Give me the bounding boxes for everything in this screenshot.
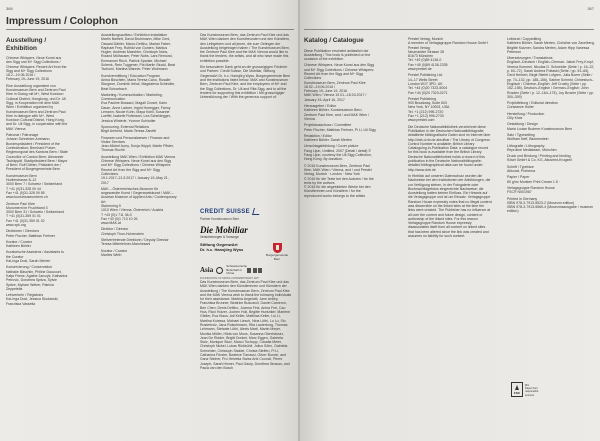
text-block: Direktor / Director Christoph Thun-Hohenstein xyxy=(101,227,144,236)
text-block: Gestaltung / Design Maria Louise Buderer Kunstmuseum Bern xyxy=(507,122,573,131)
text-block: Das Kunstmuseum Bern, das Zentrum Paul Klee und das MAK Wien danken den Kunstfreunden und den Künstlern, den Leihgebern und all jenen, die zum Gelingen der Ausstellung beigetragen haben / The Kunstmuseum Bern, the Zentrum Paul Klee and the MAK Vienna would like to thank the lenders, the artists, and all who have made this exhibition possible. xyxy=(200,33,290,63)
text-block: Ausstellung MAK Wien / Exhibition MAK Vienna Chinese Whispers. Neue Kunst aus den Sigg und M+ Sigg Collections / Chinese Whispers: Recent Art from the Sigg and M+ Sigg Collections 19.1.2017–21.5.2017 / January 19–May 21, 2017 xyxy=(101,154,176,185)
publisher-column xyxy=(408,37,492,240)
asia-society-logo: Asia xyxy=(200,266,214,275)
embassy-logo-text: Schweizerische Botschaft in China xyxy=(226,264,248,275)
foundation-logo-icon xyxy=(247,268,262,273)
text-block: Stellvertretende Direktorin / Deputy Director Teresa Mitterlehner-Marchesani xyxy=(101,238,169,247)
text-block: Printed in Germany ISBN 978-3-7913-5523-2 (Museum edition) ISBN 978-3-7913-5565-4 (Museumsausgabe / museum edition) xyxy=(507,196,594,214)
sponsor-logos xyxy=(200,206,292,280)
exhibition-column xyxy=(6,37,68,308)
text-block: Kurator / Curator Kathleen Bühler xyxy=(6,239,33,249)
right-page xyxy=(300,0,600,441)
sail-icon xyxy=(252,208,261,215)
text-block: Patronat / Patronage Johann Schneider-Ammann, Bundespräsident / President of the Confederation; Bernhard Pulver, Regierungsrat des Kantons Bern / State Councillor of Canton Bern; Alexander Tschäppät, Stadtpräsident Bern / Mayor of Bern; Rolf Dähler, Präsident der / President of Burgergemeinde Bern xyxy=(6,133,68,172)
text-block: Ausstellungsaufbau / Exhibition installation Martin Bartlett, David Bruhlmann, Mike Cent, Oswald Dähler, Marco Delfino, Marian Faber, Raphael Frey, Ruthild von Gunten, Markus Hugler, Andreas Maechler, Christoph Nobs, Roland Mülhauser, Peter Nobs, Lars Remund, Emmanuel Rüch, Patrick Spanke, Michael Schenk, Reto Tuggener, Pia Martin Stucki, Beat Tschumi, Martina Wanner, Peter Wobmann xyxy=(101,33,175,72)
text-block: Zentrum Paul Klee Monument im Fruchtland 3 3000 Bern 31 / Schweiz / Switzerland T +41 (0)31-359 01 01 Fax +41 (0)31-359 01 02 www.zpk.org xyxy=(6,201,64,227)
text-block: Schrift / Typeface Akkurat, Proforma xyxy=(507,164,536,174)
text-block: Kuratorische Assistenz / Assistants to the Curator Kai-Inga Dost, Sarah Merten xyxy=(6,250,64,264)
text-block: Leihverkehr / Registrars Kai-Inga Dost, Jessica Skolowski, Franziska Vassella xyxy=(6,293,59,306)
text-block: Kunstvermittlung / Education Program Anina Büschlen, Maria Teresa Cano, Rosalie Sturgeon, Dominik Imhof, Magdalena Schindler, Beat Schuebach xyxy=(101,73,176,91)
crest-icon xyxy=(273,243,282,253)
text-block: Prestel Verlag, Munich A member of Verlagsgruppe Random House GmbH Prestel Verlag Neumarkter Strasse 28 81673 München Tel. +49 (0)89 4136-0 Fax +49 (0)89 4136-2335 www.prestel.de xyxy=(408,37,488,72)
text-block: Diese Publikation erscheint anlässlich der Ausstellung / This book is published on the occasion of the exhibition xyxy=(304,48,371,62)
page-number-left: 366 xyxy=(6,6,13,11)
fsc-certification xyxy=(511,382,537,422)
embassy-seal-icon xyxy=(216,267,223,274)
fsc-logo: FSC xyxy=(511,382,523,397)
mobiliar-caption: Versicherungen & Vorsorge xyxy=(200,235,239,239)
text-block: MAK – Österreichisches Museum für angewandte Kunst / Gegenwartskunst / MAK – Austrian Museum of Applied Arts / Contemporary Art Stubenring 5 1010 Wien / Vienna, Österreich / Austria T +43 (0)1 711 36-0 Fax +43 (0)1 713 10 26 www.MAK.at xyxy=(101,186,177,226)
text-block: Herstellung / Production Cilly Klotz xyxy=(507,111,545,121)
tree-icon xyxy=(515,385,520,391)
text-block: In Hinblick auf unseren Datenschutz wurden die Nachweise bei den Institutionen der Abbildungen, die zur Verfügung stehen, in der Fotogalerie oder Buchnachfolgefotos eingereichte Nachweise; die Ausstellung hatten keinen Einfluss. Ein Hinweis auf die Verlagsgruppe und ist um Einsatz. Verlagsgruppe Random House expressly notes that no illegal content was discernible on the linked sites at the time the links were created. The Publisher has no influence at all over the current and future design, content or authorship of the linked sites. For this reason Verlagsgruppe Random House expressly disassociates itself from all content on linked sites that has been altered since the link was created and assumes no liability for such content. xyxy=(408,173,492,239)
text-block: Marketing / Kommunikation / Marketing, Communication Eva Pauline Bossard, Magali Croset, Karin Daum, Anne Ladner, Ingrid Honegger, Fanny Lemann, Nicole Kuhn, Maya Kohli, Susanne Loeffel, Isabelle Rottmann, Lea Scheidegger, Jessica Winterle, Yvonne Schindler xyxy=(101,92,171,123)
text-block: Chinese Whispers. Neue Kunst aus den Sigg und M+ Sigg Collections / Chinese Whispers: Recent Art from the Sigg and M+ Sigg Collections Kunstmuseum Bern, Zentrum Paul Klee 18.02.–19.06.2016 / February 19–June 19, 2016 MAK Wien / Vienna 19.01.–16.04.2017 / January 19–April 16, 2017 xyxy=(304,63,375,102)
thanks-column xyxy=(200,280,292,372)
text-block: Satz / Typesetting Wolfram Neff, Blumenstein xyxy=(507,132,549,142)
text-block: Übersetzungen / Translations Englisch–Deutsch / English–German: Jakob Frey-Kropf, Verena Kummel, Nicolas G. Schneider (Seite / p. 16–22, p. 60–72), Sarah Andrea Pottaski (Seite / pp. 53–65), Gerd Herbert, Birgit Stiefel Lofgren, Julia Boeer (Seite / pp. 74–132, pp. 188–156), Sabine Schmid, Chinesisch–Englisch / Chinese–English: Jeff Crosby (Seite / pp. 152–155), Deutsch–English / German–English: John Rosden (Seite / p. 12–164–175), Joy Brosier (Seite / pp. 300–309) xyxy=(507,56,595,99)
text-block: Die Deutsche Nationalbibliothek verzeichnet diese Publikation in der Deutschen Nationalbibliografie; detaillierte bibliografische Daten sind im Internet über http://dnb.d-nb.de abrufbar / The Library of Congress Control Number is available; British Library Cataloguing-in-Publication Data: a catalogue record for this book is available from the British Library. Deutsche Nationalbibliothek holds a record of this publication in the Deutsche Nationalbibliografie; detailed bibliographical data can be found under: http://www.dnb.de xyxy=(408,124,491,172)
fsc-label: Mix Paper from responsible sources xyxy=(525,384,539,397)
text-block: Direktoren / Directors Peter Fischer, Matthias Frehner xyxy=(6,229,56,238)
exhibition-staff-column xyxy=(101,33,177,259)
partner-logo-strip xyxy=(200,265,292,275)
page-heading: Impressum / Colophon xyxy=(6,15,118,27)
text-block: Umschlagabbildung / Cover picture Fang Lijun, Untitled, 2007 (Detail / detail) © Fang Lijun, courtesy the Uli Sigg Collection, Hong Kong. By donation. xyxy=(304,144,372,162)
text-block: Finanzen und Personalwesen / Finance and Visitor Services Jean-Michel Aurry, Sonja Hüppli, Martin Pfister, Thomas Ruchti xyxy=(101,135,174,153)
credit-suisse-logo: CREDIT SUISSE xyxy=(200,206,292,217)
catalogue-column xyxy=(304,37,376,200)
mobiliar-logo: Die Mobiliar xyxy=(200,225,248,235)
text-block: Ein besonderer Dank geht an die grosszügigen Förderer und Partner: Credit Suisse, Die Mobiliar, Stiftung GegenwArt Dr. h.c. Hansjörg Wyss, Burgergemeinde Bern and the institutions listed below. MAK and Kunstmuseum Bern, Zentrum Paul Klee, and the employees of M+ and the Sigg Collections, Dr. Uli and Rita Sigg, and to all the lenders for supporting this exhibition / Mit grosszügiger Unterstützung der / With the generous support of: xyxy=(200,65,291,100)
text-block: Prestel Publishing 900 Broadway, Suite 603 New York, NY 10003, USA Tel. +1 (212) 995-2720 Fax +1 (212) 995-2733 www.prestel.com xyxy=(408,96,450,123)
credits-column xyxy=(507,37,595,216)
text-block: Projektleitung / Editorial direction Constanze Holler xyxy=(507,101,558,110)
text-block: Konservierung / Conservation Nathalie Bäschlin, Philine Daucourt, Katja Friese, Agathe Jarczyk, Katharina Petrovic, Dorothea Spitza, Sylvie Spitze, Myriam Weber, Patricia Zeppetella xyxy=(6,265,68,291)
page-number-right: 367 xyxy=(587,6,594,11)
text-block: Chinese Whispers. Neue Kunst aus den Sigg und M+ Sigg Collections / Chinese Whispers: Recent Art from the Sigg and M+ Sigg Collections 18.2.–19.06.2016 / February 19–June 19, 2016 xyxy=(6,56,67,82)
heading-rule-right xyxy=(304,29,594,30)
text-block: Eine Ausstellung organisiert von Kunstmuseum Bern und Zentrum Paul Klee in Dialog mit M+, West Kowloon Cultural District, Hongkong, und Dr. Uli Sigg, in Kooperation mit dem MAK Wien / Exhibition organized by Kunstmuseum Bern and Zentrum Paul Klee in dialogue with M+, West Kowloon Cultural District, Hong Kong, and Dr. Uli Sigg, in cooperation with the MAK Vienna xyxy=(6,83,68,131)
text-block: Papier / Paper 80 g/m² Munken Print Cream 1.5 · xyxy=(507,175,560,184)
burgergemeinde-logo: Burgergemeinde Bern xyxy=(262,243,292,261)
text-block: Das Kunstmuseum Bern, das Zentrum Paul Klee und das MAK Wien danken den Künstlerinnen und Künstlern der Ausstellung / The Kunstmuseum Bern, Zentrum Paul Klee and the MAK Vienna wish to thank the following individuals for their assistance: Martina Angelotti, Jane Ardley, Franziska Brunner, Beatrice Buscaroli, Daniel Cameron, Ben Chen, Denis Delfino, Joanna Fink, Anina Frei, Cao Hoa, Ricci Holzer, Jochen Holl, Brigitte Huntziker, Marlene Gfeller, Eva Klaus, Adi Keller, Matthias Keller, Liu Li, Martina Kulessa, Michael Liesch, Nina Lüthi, Lu Lu, Siu Rusterholz, Jana Rutschmann, Rita Lauterburg, Thomas Lehmann, Stefanie Lüthi, Alexis Marti, Martin Meyer, Monika Möller, Hilda von Moos, Susanna Oberhäuser, Jean De Ridder, Brigitt Donkel, Marc Eggen, Gabriela Stolz, Monique Stulz, Marco Tschopp, Claudia Meier, Christoph Nickel, Lukas Rüdisühli, Julius Söhn, Gabriela Schneider, Christoph Stalder, Christa Steffen, Pi Li, Catharina Förster, Beatrice Tomassi, Oliver Bonvin, and Ganz Steiner, Pro Helvetia Swiss Arts Council, Pierre Joseph, Sarah Hinner, Paul Gauty, Dorothea Strauss, and Paula van den Bosch xyxy=(200,280,292,370)
acknowledgements-column xyxy=(200,33,292,101)
text-block: Prestel Publishing Ltd. 14–17 Wells Street London W1T 3PD, UK Tel. +44 (0)20 7323-5004 Fax +44 (0)20 7323-0271 xyxy=(408,73,448,95)
text-block: Druck und Bindung / Printing and binding Kösel GmbH & Co. KG, Altusried-Krugzell xyxy=(507,154,572,163)
text-block: Herausgeber / Editor Kathleen Bühler, Kunstmuseum Bern, Zentrum Paul Klee, and / und MAK Wien / Vienna xyxy=(304,104,369,121)
text-block: Projektausschuss / Committee Peter Fischer, Matthias Frehner, Pi Li, Uli Sigg xyxy=(304,123,376,132)
heading-rule xyxy=(6,29,294,30)
foundation-caption: FOUNDATION OF SWISS CONTEMPORARY ART xyxy=(200,277,259,281)
stiftung-gegenwart-logo: Stiftung GegenwArt Dr. h.c. Hansjörg Wyss xyxy=(200,242,244,252)
text-block: Sponsoring, External Relations Birgit Amherd, Marie-Teresa Zanetti xyxy=(101,124,157,134)
text-block: Kurator / Curator Marlies Wirth xyxy=(101,248,128,257)
text-block: Redaktion / Editor Kathleen Bühler, Sarah Merten xyxy=(304,133,352,143)
text-block: Lektorat / Copyediting Kathleen Bühler, Sarah Merten, Christine von Zavelberg, Brigitte Kutzner, Sandra Merten, Adam Hipp Vanessa Peterson xyxy=(507,37,595,54)
text-block: Kunstmuseum Bern Hodlerstrasse 8–12 3000 Bern 7 / Schweiz / Switzerland T +41 (0)31-328 09 44 Fax +41 (0)31-328 09 55 www.kunstmuseumbern.ch xyxy=(6,173,63,200)
exhibition-title: Ausstellung / Exhibition xyxy=(6,37,47,52)
text-block: © 2016 Kunstmuseum Bern, Zentrum Paul Klee, MAK Wien / Vienna, and / und Prestel Verlag, Munich · London · New York © 2016 für die Texte bei den Autoren / for the texts by the authors © 2016 für die abgebildeten Werke bei den Künstlerinnen und Künstlern / for the reproduced works belongs to the artists xyxy=(304,163,374,198)
text-block: Verlagsgruppe Random House FSC® N001967 xyxy=(507,185,555,195)
text-block: Lithografie / Lithography Reproline Mediateam, München xyxy=(507,143,557,152)
catalogue-title: Katalog / Catalogue xyxy=(304,37,364,44)
credit-suisse-caption: Partner Kunstmuseum Bern xyxy=(200,217,240,221)
